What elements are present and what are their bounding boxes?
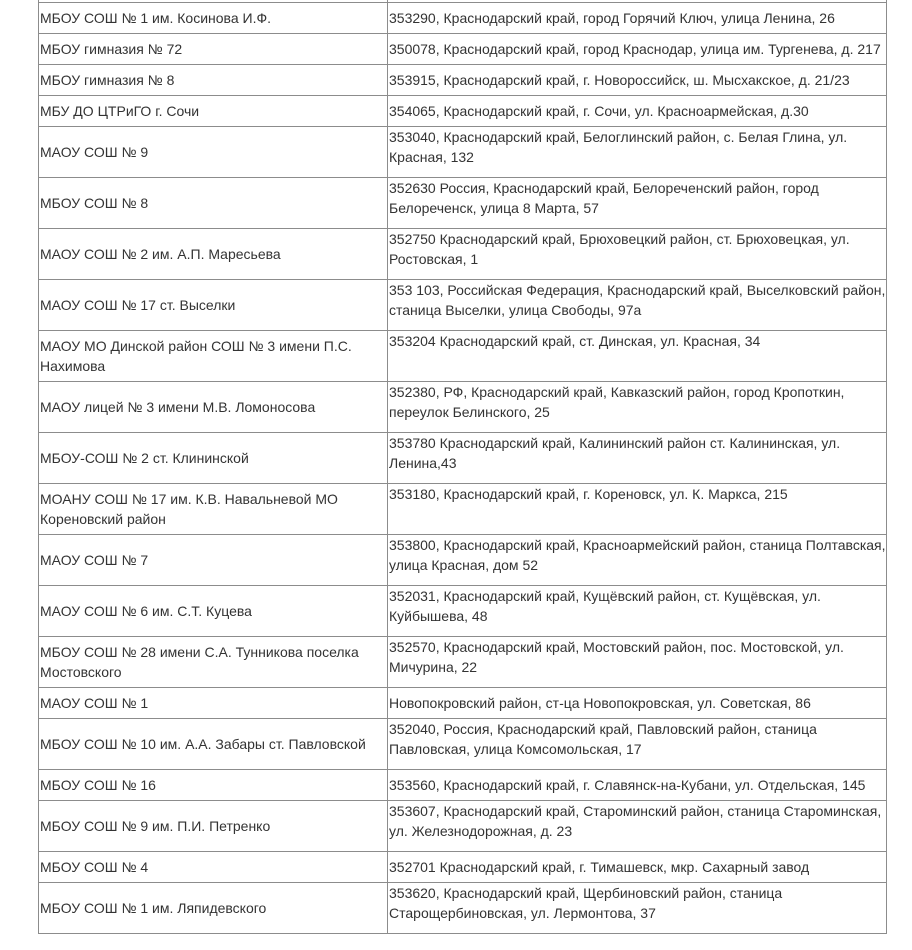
- school-name-cell: МБОУ-СОШ № 2 ст. Клининской: [39, 433, 388, 484]
- school-name-cell: МАОУ СОШ № 2 им. А.П. Маресьева: [39, 229, 388, 280]
- table-row: [39, 688, 887, 719]
- table-row: [39, 484, 887, 535]
- table-row: [39, 770, 887, 801]
- school-name-cell: МАОУ СОШ № 6 им. С.Т. Куцева: [39, 586, 388, 637]
- table-row: [39, 801, 887, 852]
- school-address-cell: 353204 Краснодарский край, ст. Динская, ул. Красная, 34: [388, 331, 887, 382]
- table-row: [39, 96, 887, 127]
- school-address-cell: 352630 Россия, Краснодарский край, Белореченский район, город Белореченск, улица 8 Марта, 57: [388, 178, 887, 229]
- table-row: [39, 229, 887, 280]
- school-name-cell: МОАНУ СОШ № 17 им. К.В. Навальневой МО Кореновский район: [39, 484, 388, 535]
- table-row: [39, 178, 887, 229]
- school-name-cell: МБОУ СОШ № 8: [39, 178, 388, 229]
- table-row: [39, 65, 887, 96]
- school-name-cell: МБОУ СОШ № 4: [39, 852, 388, 883]
- school-address-cell: 352031, Краснодарский край, Кущёвский район, ст. Кущёвская, ул. Куйбышева, 48: [388, 586, 887, 637]
- school-address-cell: 352380, РФ, Краснодарский край, Кавказский район, город Кропоткин, переулок Белинского, 25: [388, 382, 887, 433]
- schools-table: [38, 0, 887, 934]
- school-address-cell: 352750 Краснодарский край, Брюховецкий район, ст. Брюховецкая, ул. Ростовская, 1: [388, 229, 887, 280]
- table-row: [39, 127, 887, 178]
- school-name-cell: МАОУ СОШ № 17 ст. Выселки: [39, 280, 388, 331]
- school-address-cell: 353607, Краснодарский край, Староминский район, станица Староминская, ул. Железнодорожная, д. 23: [388, 801, 887, 852]
- school-address-cell: 353180, Краснодарский край, г. Кореновск, ул. К. Маркса, 215: [388, 484, 887, 535]
- school-address-cell: 353800, Краснодарский край, Красноармейский район, станица Полтавская, улица Красная, дом 52: [388, 535, 887, 586]
- school-address-cell: 353780 Краснодарский край, Калининский район ст. Калининская, ул. Ленина,43: [388, 433, 887, 484]
- table-row: [39, 883, 887, 934]
- school-address-cell: 353290, Краснодарский край, город Горячий Ключ, улица Ленина, 26: [388, 3, 887, 34]
- table-row: [39, 382, 887, 433]
- school-name-cell: МБОУ СОШ № 28 имени С.А. Тунникова поселка Мостовского: [39, 637, 388, 688]
- table-row: [39, 586, 887, 637]
- school-name-cell: МБОУ СОШ № 10 им. А.А. Забары ст. Павловской: [39, 719, 388, 770]
- school-name-cell: МАОУ СОШ № 7: [39, 535, 388, 586]
- school-address-cell: 350078, Краснодарский край, город Краснодар, улица им. Тургенева, д. 217: [388, 34, 887, 65]
- school-address-cell: 353915, Краснодарский край, г. Новороссийск, ш. Мысхакское, д. 21/23: [388, 65, 887, 96]
- school-address-cell: 353560, Краснодарский край, г. Славянск-на-Кубани, ул. Отдельская, 145: [388, 770, 887, 801]
- table-row: [39, 637, 887, 688]
- school-address-cell: 352040, Россия, Краснодарский край, Павловский район, станица Павловская, улица Комсомольская, 17: [388, 719, 887, 770]
- school-name-cell: МБОУ гимназия № 72: [39, 34, 388, 65]
- school-address-cell: 352701 Краснодарский край, г. Тимашевск, мкр. Сахарный завод: [388, 852, 887, 883]
- table-row: [39, 852, 887, 883]
- school-name-cell: МАОУ СОШ № 1: [39, 688, 388, 719]
- school-name-cell: МБОУ СОШ № 1 им. Ляпидевского: [39, 883, 388, 934]
- school-name-cell: МБОУ СОШ № 9 им. П.И. Петренко: [39, 801, 388, 852]
- school-name-cell: МБУ ДО ЦТРиГО г. Сочи: [39, 96, 388, 127]
- table-row: [39, 433, 887, 484]
- school-address-cell: 352570, Краснодарский край, Мостовский район, пос. Мостовской, ул. Мичурина, 22: [388, 637, 887, 688]
- school-name-cell: МАОУ лицей № 3 имени М.В. Ломоносова: [39, 382, 388, 433]
- school-address-cell: 353 103, Российская Федерация, Краснодарский край, Выселковский район, станица Выселки, улица Свободы, 97а: [388, 280, 887, 331]
- table-row: [39, 331, 887, 382]
- table-row: [39, 280, 887, 331]
- school-name-cell: МАОУ МО Динской район СОШ № 3 имени П.С. Нахимова: [39, 331, 388, 382]
- school-address-cell: 353620, Краснодарский край, Щербиновский район, станица Старощербиновская, ул. Лермонтова, 37: [388, 883, 887, 934]
- table-row: [39, 535, 887, 586]
- schools-table-container: [38, 0, 886, 934]
- school-name-cell: МБОУ СОШ № 1 им. Косинова И.Ф.: [39, 3, 388, 34]
- school-address-cell: Новопокровский район, ст-ца Новопокровская, ул. Советская, 86: [388, 688, 887, 719]
- school-address-cell: 353040, Краснодарский край, Белоглинский район, с. Белая Глина, ул. Красная, 132: [388, 127, 887, 178]
- table-row: [39, 719, 887, 770]
- table-row: [39, 34, 887, 65]
- school-name-cell: МБОУ СОШ № 16: [39, 770, 388, 801]
- school-address-cell: 354065, Краснодарский край, г. Сочи, ул. Красноармейская, д.30: [388, 96, 887, 127]
- school-name-cell: МАОУ СОШ № 9: [39, 127, 388, 178]
- school-name-cell: МБОУ гимназия № 8: [39, 65, 388, 96]
- table-row: [39, 3, 887, 34]
